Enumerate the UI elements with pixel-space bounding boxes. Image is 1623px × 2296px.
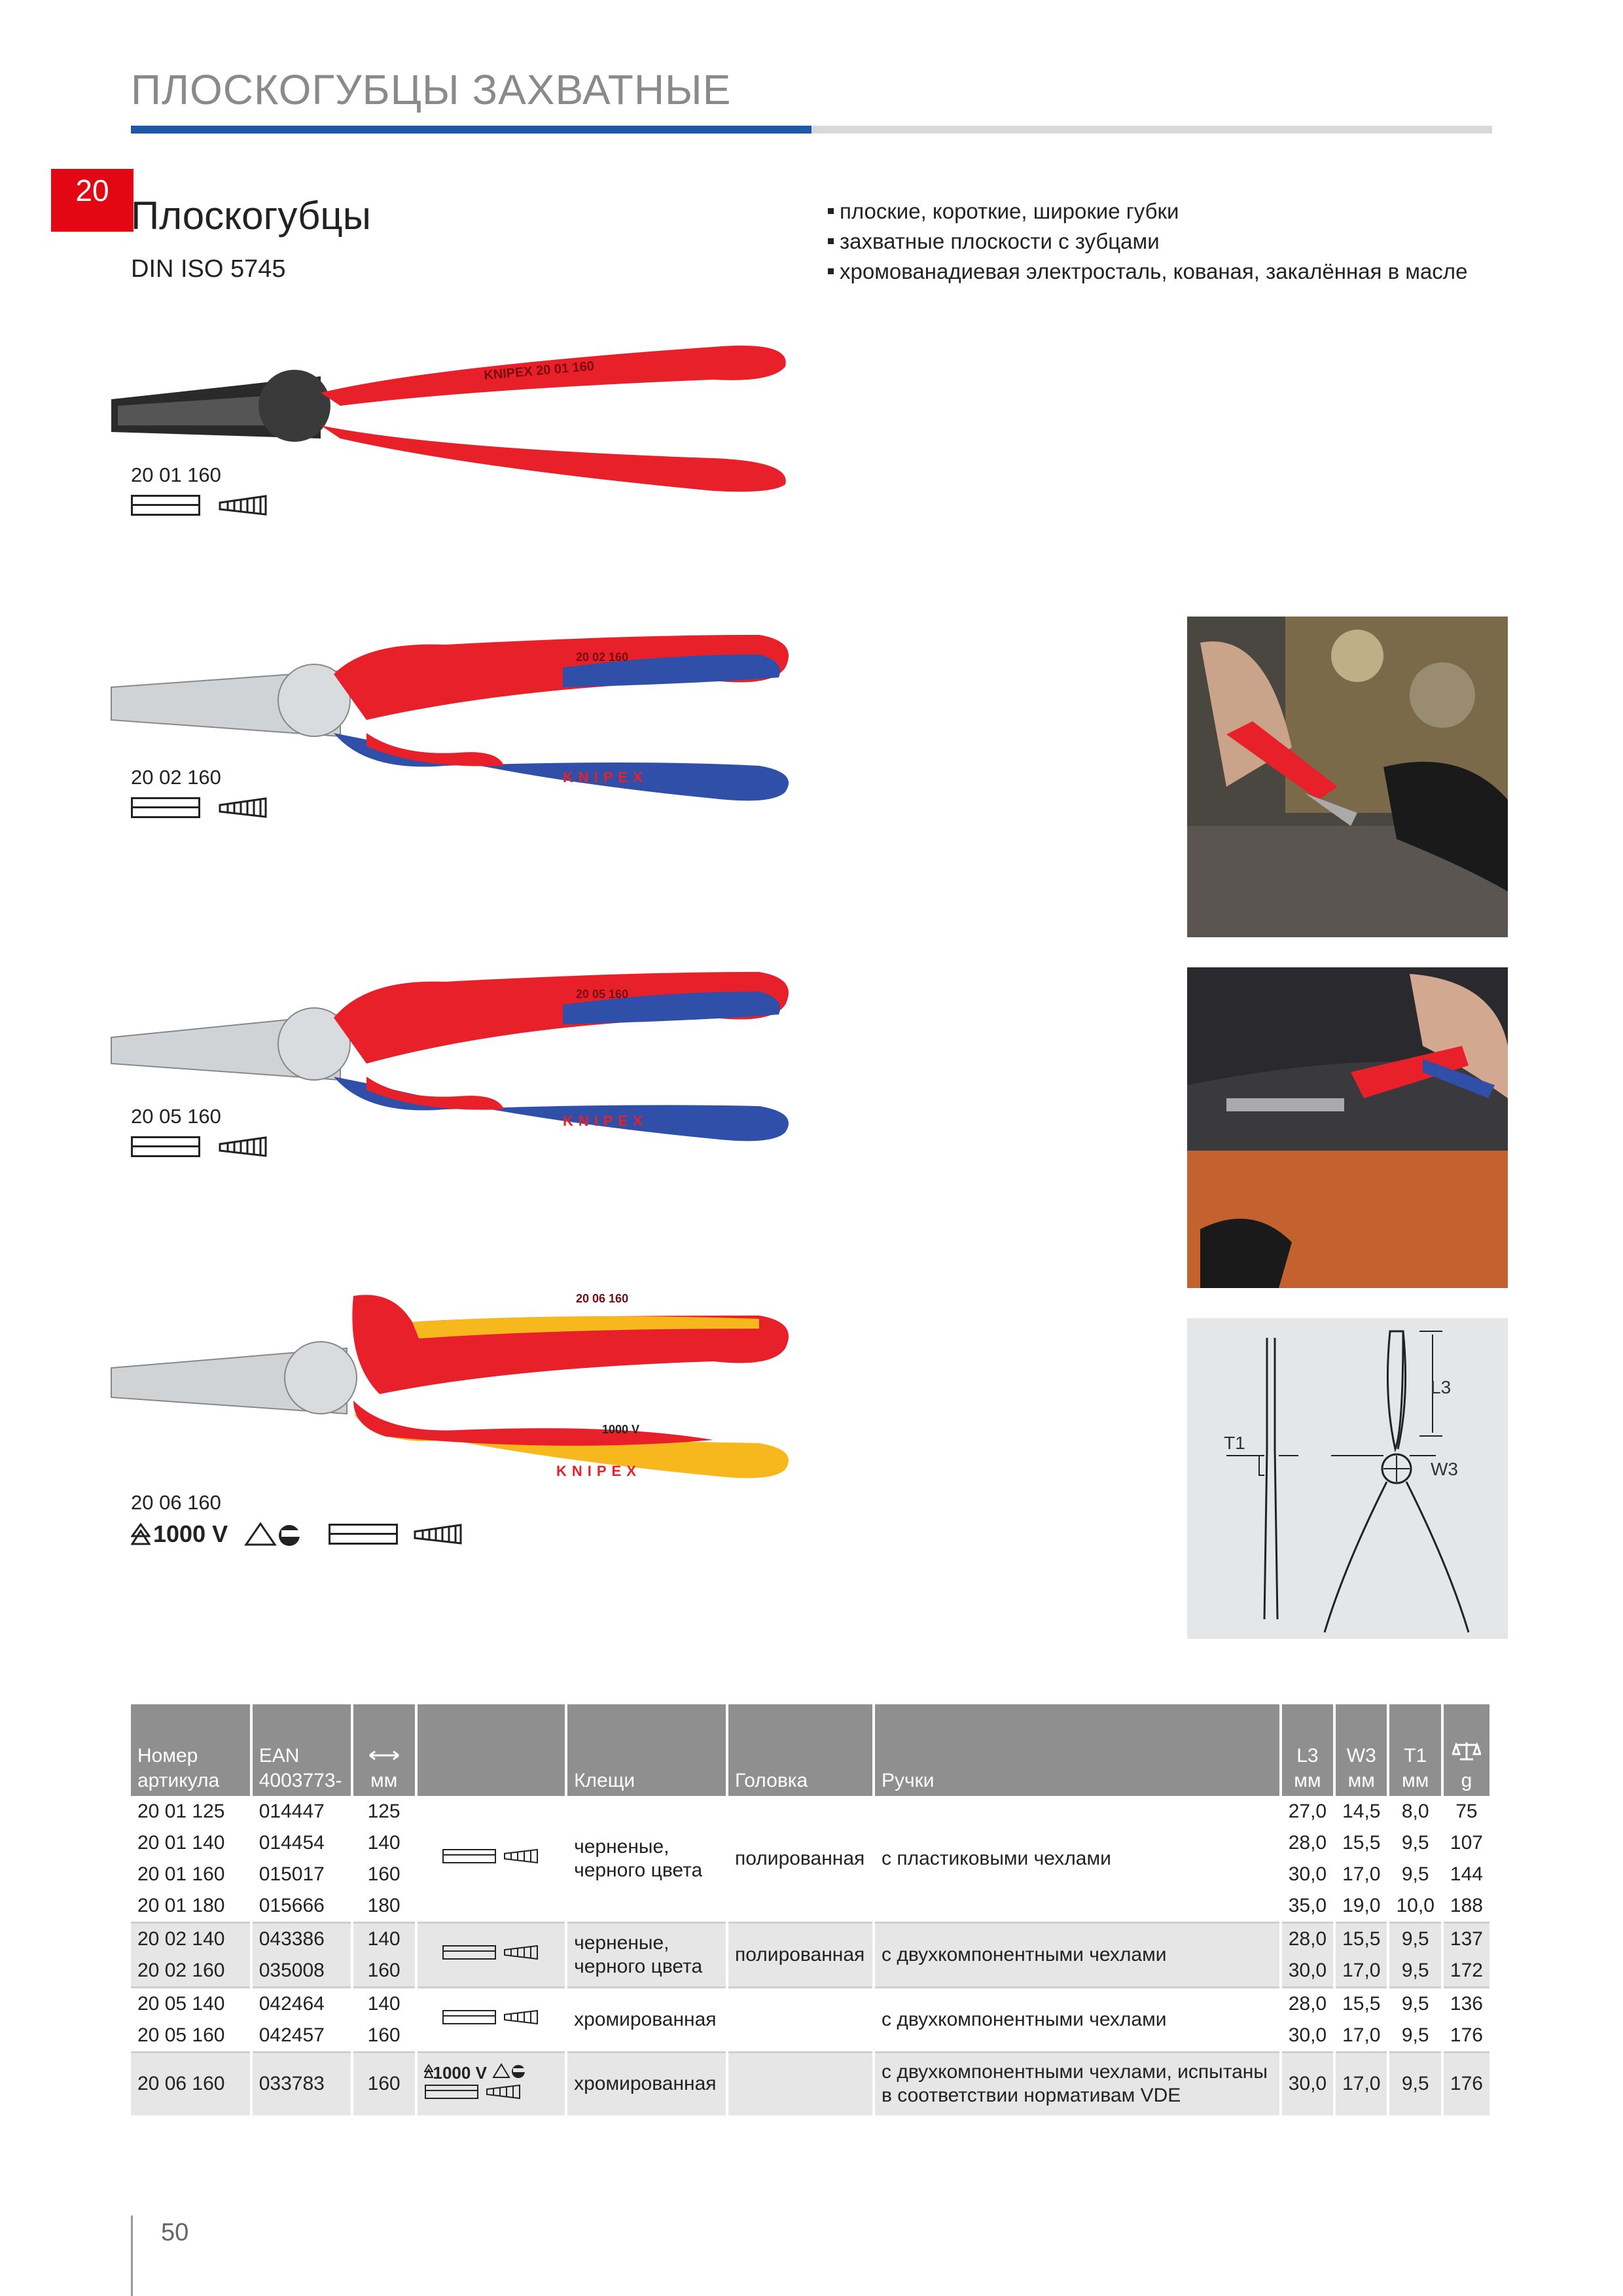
header-handles: Ручки — [874, 1704, 1281, 1796]
serrated-jaw-icon — [414, 1524, 462, 1545]
article-label: 20 02 160 — [131, 766, 221, 789]
vde-triangle-icon — [424, 2064, 433, 2079]
feature-list — [828, 196, 1467, 287]
table-row: 20 01 160 015017 160 30,0 17,0 9,5 144 — [131, 1859, 1491, 1890]
table-row: 20 02 160 035008 160 30,0 17,0 9,5 172 — [131, 1955, 1491, 1988]
flat-jaw-icon — [131, 1136, 200, 1157]
svg-text:KNIPEX 20 01 160: KNIPEX 20 01 160 — [483, 359, 595, 383]
table-row: 20 02 140 043386 140 черненые, черного цвета полированная с двухкомпонентными чехлами 28,0 15,5 9,5 137 — [131, 1923, 1491, 1956]
insulation-test-icon — [492, 2063, 527, 2079]
svg-text:KNIPEX: KNIPEX — [563, 1113, 648, 1129]
flat-jaw-icon — [329, 1524, 398, 1545]
svg-text:20 05 160: 20 05 160 — [576, 988, 629, 1001]
jaw-symbols-icon — [442, 2008, 540, 2026]
table-row: 20 01 125 014447 125 черненые, черного цвета полированная с пластиковыми чехлами 27,0 14,5 8,0 75 — [131, 1796, 1491, 1827]
feature-item: хромованадиевая электросталь, кованая, закалённая в масле — [828, 257, 1467, 287]
article-label: 20 01 160 — [131, 463, 221, 486]
diagram-label-t1: T1 — [1224, 1433, 1245, 1453]
header-l3: L3 мм — [1281, 1704, 1334, 1796]
table-row: 20 06 160 033783 160 1000 V хромированная с двухкомпонентными чехлами, испытаны в соответствии нормативам VDE 30,0 17,0 9,5 176 — [131, 2053, 1491, 2115]
jaw-symbols-icon — [442, 1847, 540, 1865]
section-number-badge: 20 — [51, 169, 134, 232]
jaw-symbols-icon — [442, 1943, 540, 1962]
product-title: Плоскогубцы — [131, 194, 371, 238]
dimension-diagram — [1187, 1318, 1508, 1639]
row-symbols — [416, 1796, 567, 1923]
serrated-jaw-icon — [219, 495, 267, 516]
insulation-test-icon — [243, 1521, 309, 1547]
header-symbols — [416, 1704, 567, 1796]
header-ean: EAN 4003773- — [251, 1704, 352, 1796]
svg-text:KNIPEX: KNIPEX — [556, 1463, 641, 1479]
svg-text:20 06 160: 20 06 160 — [576, 1292, 629, 1305]
diagram-label-l3: L3 — [1431, 1377, 1452, 1397]
vde-triangle-icon — [131, 1523, 151, 1545]
serrated-jaw-icon — [219, 797, 267, 818]
header-length: мм — [352, 1704, 416, 1796]
svg-text:1000 V: 1000 V — [602, 1423, 640, 1436]
row-symbols — [416, 1923, 567, 1988]
symbols — [131, 495, 267, 519]
svg-text:KNIPEX: KNIPEX — [563, 769, 648, 785]
row-symbols — [416, 2053, 567, 2115]
length-arrow-icon — [368, 1749, 400, 1762]
header-rule-grey — [812, 126, 1492, 134]
symbols — [131, 1136, 267, 1160]
section-title: ПЛОСКОГУБЦЫ ЗАХВАТНЫЕ — [131, 66, 732, 113]
symbols — [131, 797, 267, 821]
header-w3: W3 мм — [1334, 1704, 1388, 1796]
table-row: 20 05 160 042457 160 30,0 17,0 9,5 176 — [131, 2020, 1491, 2053]
voltage-label: 1000 V — [153, 1520, 228, 1547]
header-t1: T1 мм — [1388, 1704, 1442, 1796]
article-label: 20 05 160 — [131, 1105, 221, 1128]
row-symbols — [416, 1988, 567, 2053]
usage-photo-1 — [1187, 617, 1508, 937]
footer-rule — [131, 2215, 133, 2296]
table-row: 20 01 180 015666 180 35,0 19,0 10,0 188 — [131, 1890, 1491, 1923]
svg-text:20 02 160: 20 02 160 — [576, 651, 629, 664]
feature-item: захватные плоскости с зубцами — [828, 226, 1467, 257]
header-rule-blue — [131, 126, 812, 134]
header-head: Головка — [727, 1704, 874, 1796]
voltage-label: 1000 V — [433, 2063, 487, 2083]
article-label: 20 06 160 — [131, 1491, 221, 1514]
pliers-image-20-06-160 — [105, 1283, 798, 1499]
product-standard: DIN ISO 5745 — [131, 255, 286, 283]
jaw-symbols-icon — [424, 2083, 522, 2101]
diagram-label-w3: W3 — [1431, 1459, 1458, 1479]
flat-jaw-icon — [131, 797, 200, 818]
page-number: 50 — [161, 2219, 189, 2246]
header-pliers: Клещи — [566, 1704, 727, 1796]
table-row: 20 05 140 042464 140 хромированная с двухкомпонентными чехлами 28,0 15,5 9,5 136 — [131, 1988, 1491, 2020]
header-weight: g — [1442, 1704, 1491, 1796]
spec-table — [131, 1704, 1492, 2115]
header-article: Номер артикула — [131, 1704, 251, 1796]
serrated-jaw-icon — [219, 1136, 267, 1157]
table-row: 20 01 140 014454 140 28,0 15,5 9,5 107 — [131, 1827, 1491, 1859]
usage-photo-2 — [1187, 967, 1508, 1288]
symbols — [131, 1521, 462, 1547]
feature-item: плоские, короткие, широкие губки — [828, 196, 1467, 226]
flat-jaw-icon — [131, 495, 200, 516]
scale-icon — [1452, 1740, 1481, 1762]
